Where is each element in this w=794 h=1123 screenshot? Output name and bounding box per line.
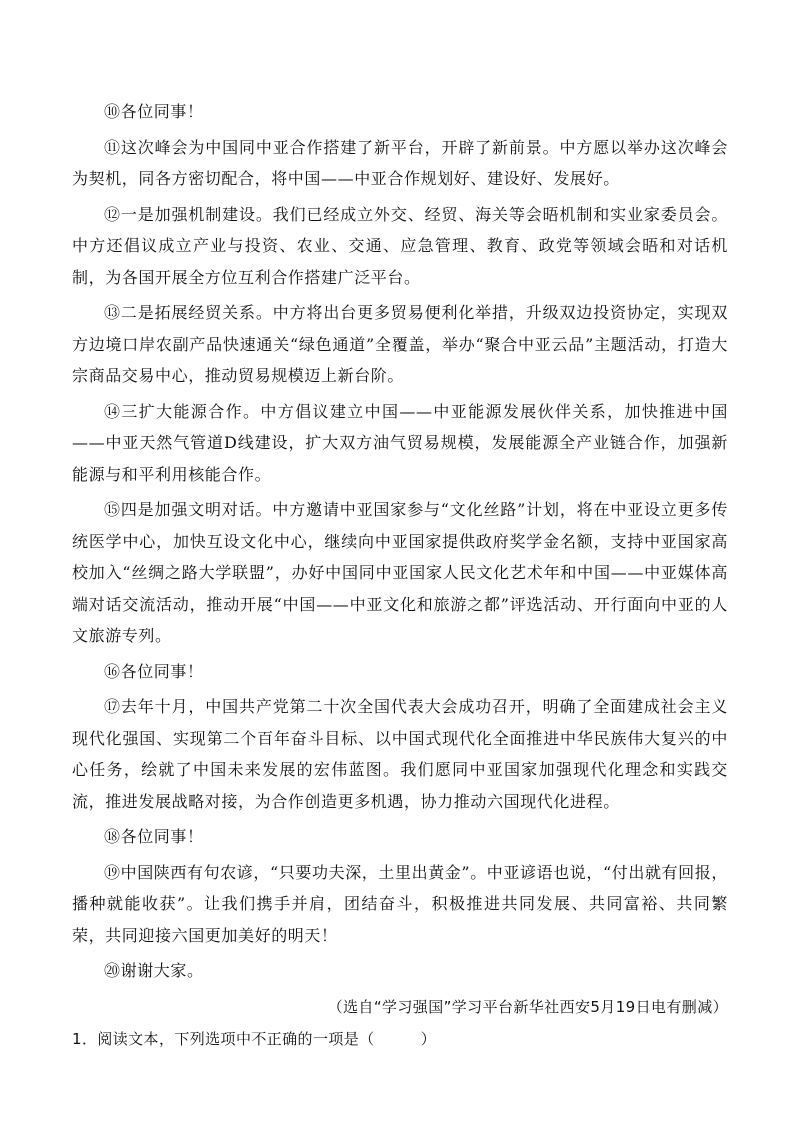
paragraph-19: ⑲中国陕西有句农谚，“只要功夫深，土里出黄金”。中亚谚语也说，“付出就有回报，播种就能收获”。让我们携手并肩，团结奋斗，积极推进共同发展、共同富裕、共同繁荣，共同迎接六国更加美好的明天！ [72,862,728,945]
paragraph-16: ⑯各位同事！ [104,661,204,681]
paragraph-14: ⑭三扩大能源合作。中方倡议建立中国——中亚能源发展伙伴关系，加快推进中国——中亚天然气管道D线建设，扩大双方油气贸易规模，发展能源全产业链合作，加强新能源与和平利用核能合作。 [72,401,728,484]
paragraph-18: ⑱各位同事！ [104,827,204,846]
paragraph-20: ⑳谢谢大家。 [104,961,204,980]
paragraph-10: ⑩各位同事！ [104,102,204,121]
paragraph-17: ⑰去年十月，中国共产党第二十次全国代表大会成功召开，明确了全面建成社会主义现代化强国、实现第二个百年奋斗目标、以中国式现代化全面推进中华民族伟大复兴的中心任务，绘就了中国未来发展的宏伟蓝图。我们愿同中亚国家加强现代化理念和实践交流，推进发展战略对接，为合作创造更多机遇，协力推动六国现代化进程。 [72,697,728,811]
paragraph-13: ⑬二是拓展经贸关系。中方将出台更多贸易便利化举措，升级双边投资协定，实现双方边境口岸农副产品快速通关“绿色通道”全覆盖，举办“聚合中亚云品”主题活动，打造大宗商品交易中心，推动贸易规模迈上新台阶。 [72,303,728,385]
paragraph-12: ⑫一是加强机制建设。我们已经成立外交、经贸、海关等会晤机制和实业家委员会。中方还倡议成立产业与投资、农业、交通、应急管理、教育、政党等领域会晤和对话机制，为各国开展全方位互利合作搭建广泛平台。 [72,204,728,287]
question-1: 1．阅读文本，下列选项中不正确的一项是（ ） [72,1029,437,1048]
source-citation: （选自“学习强国”学习平台新华社西安5月19日电有删减） [327,997,728,1016]
paragraph-11: ⑪这次峰会为中国同中亚合作搭建了新平台，开辟了新前景。中方愿以举办这次峰会为契机，同各方密切配合，将中国——中亚合作规划好、建设好、发展好。 [72,137,728,188]
paragraph-15: ⑮四是加强文明对话。中方邀请中亚国家参与“文化丝路”计划，将在中亚设立更多传统医学中心，加快互设文化中心，继续向中亚国家提供政府奖学金名额，支持中亚国家高校加入“丝绸之路大学联盟”，办好中国同中亚国家人民文化艺术年和中国——中亚媒体高端对话交流活动，推动开展“中国——中亚文化和旅游之都”评选活动、开行面向中亚的人文旅游专列。 [72,500,728,645]
document-page [72,96,728,1055]
